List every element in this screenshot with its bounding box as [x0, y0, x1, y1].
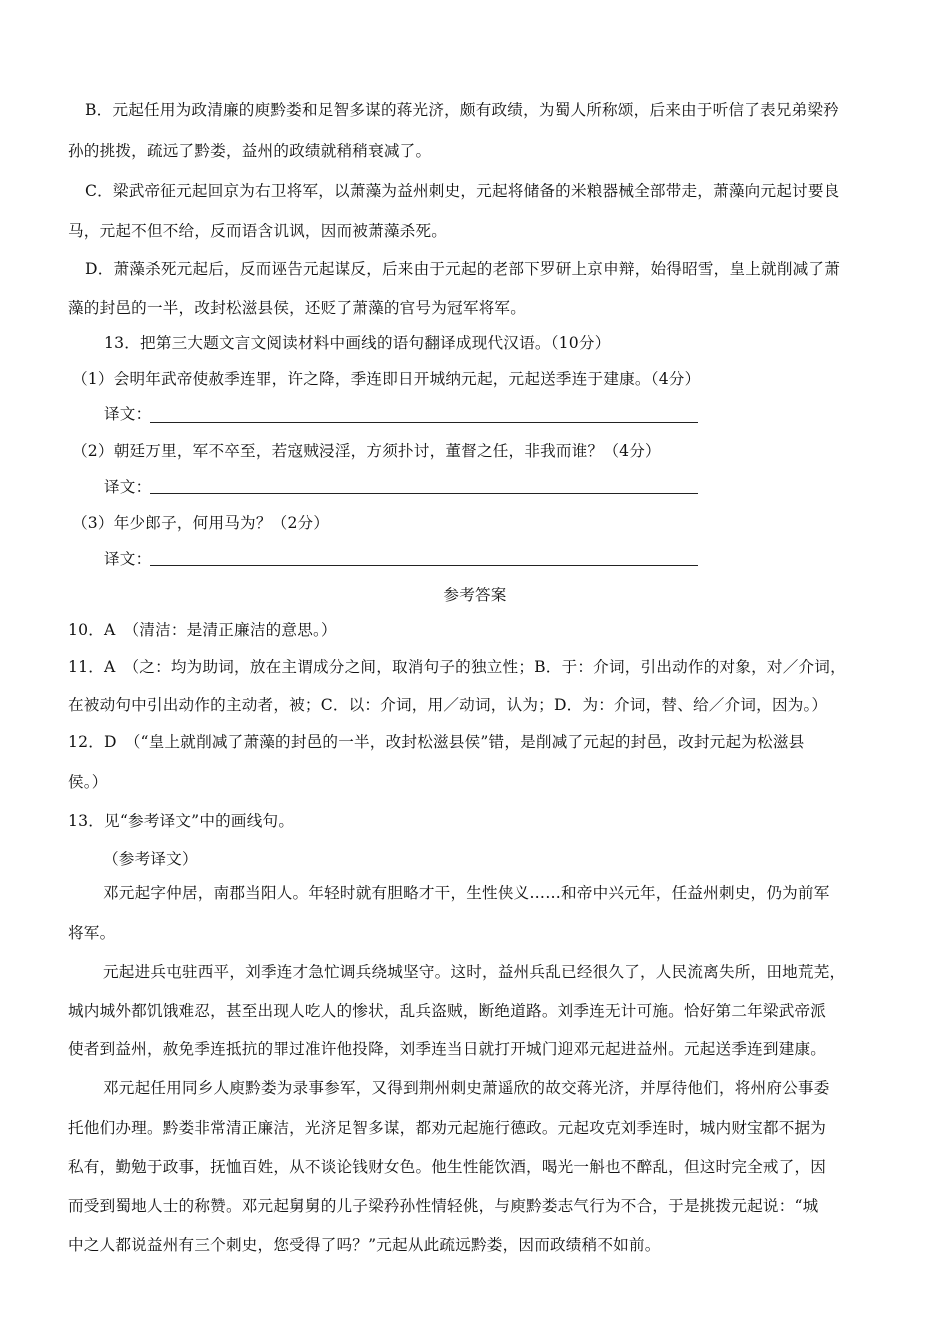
translation-p2-line-1: 元起进兵屯驻西平，刘季连才急忙调兵绕城坚守。这时，益州兵乱已经很久了，人民流离失所，田地荒芜， [103, 963, 846, 981]
translation-heading: （参考译文） [103, 850, 198, 868]
answer-12-line-2: 侯。） [68, 773, 108, 791]
answer-11-line-2: 在被动句中引出动作的主动者，被；C．以：介词，用／动词，认为；D．为：介词，替、给／介词，因为。） [68, 696, 828, 714]
q13-item-2-answer-line[interactable] [150, 493, 698, 494]
translation-p3-line-3: 私有，勤勉于政事，抚恤百姓，从不谈论钱财女色。他生性能饮酒，喝光一斛也不醉乱，但这时完全戒了，因 [68, 1158, 827, 1176]
q13-item-3-answer-line[interactable] [150, 565, 698, 566]
option-c-line-1: C．梁武帝征元起回京为右卫将军，以萧藻为益州刺史，元起将储备的米粮器械全部带走，萧藻向元起讨要良 [85, 182, 840, 200]
answers-heading: 参考答案 [443, 586, 507, 604]
q13-item-3-label: 译文： [104, 550, 152, 568]
answer-10: 10．A （清洁：是清正廉洁的意思。） [68, 621, 337, 639]
answer-13: 13．见“参考译文”中的画线句。 [68, 812, 295, 830]
option-d-line-1: D．萧藻杀死元起后，反而诬告元起谋反，后来由于元起的老部下罗研上京申辩，始得昭雪，皇上就削减了萧 [85, 260, 841, 278]
translation-p3-line-4: 而受到蜀地人士的称赞。邓元起舅舅的儿子梁矜孙性情轻佻，与庾黔娄志气行为不合，于是挑拨元起说：“城 [68, 1197, 819, 1215]
option-b-line-1: B．元起任用为政清廉的庾黔娄和足智多谋的蒋光济，颇有政绩，为蜀人所称颂，后来由于听信了表兄弟梁矜 [85, 101, 839, 119]
q13-item-1-answer-line[interactable] [150, 422, 698, 423]
translation-p1-line-2: 将军。 [68, 924, 116, 942]
option-b-line-2: 孙的挑拨，疏远了黔娄，益州的政绩就稍稍衰减了。 [68, 142, 432, 160]
translation-p3-line-1: 邓元起任用同乡人庾黔娄为录事参军，又得到荆州刺史萧遥欣的故交蒋光济，并厚待他们，将州府公事委 [103, 1079, 830, 1097]
translation-p1-line-1: 邓元起字仲居，南郡当阳人。年轻时就有胆略才干，生性侠义……和帝中兴元年，任益州刺史，仍为前军 [103, 884, 830, 902]
translation-p2-line-3: 使者到益州，赦免季连抵抗的罪过准许他投降，刘季连当日就打开城门迎邓元起进益州。元起送季连到建康。 [68, 1040, 827, 1058]
q13-item-2-label: 译文： [104, 478, 152, 496]
answer-12-line-1: 12．D （“皇上就削减了萧藻的封邑的一半，改封松滋县侯”错，是削减了元起的封邑，改封元起为松滋县 [68, 733, 805, 751]
question-13-prompt: 13．把第三大题文言文阅读材料中画线的语句翻译成现代汉语。（10分） [104, 334, 611, 352]
q13-item-1: （1）会明年武帝使赦季连罪，许之降，季连即日开城纳元起，元起送季连于建康。（4分） [72, 370, 701, 388]
option-c-line-2: 马，元起不但不给，反而语含讥讽，因而被萧藻杀死。 [68, 222, 448, 240]
q13-item-2: （2）朝廷万里，军不卒至，若寇贼浸淫，方须扑讨，董督之任，非我而谁？（4分） [72, 442, 661, 460]
q13-item-3: （3）年少郎子，何用马为？（2分） [72, 514, 330, 532]
translation-p2-line-2: 城内城外都饥饿难忍，甚至出现人吃人的惨状，乱兵盗贼，断绝道路。刘季连无计可施。恰好第二年梁武帝派 [68, 1002, 827, 1020]
option-d-line-2: 藻的封邑的一半，改封松滋县侯，还贬了萧藻的官号为冠军将军。 [68, 299, 527, 317]
answer-11-line-1: 11．A （之：均为助词，放在主谓成分之间，取消句子的独立性；B．于：介词，引出动作的对象，对／介词， [68, 658, 846, 676]
q13-item-1-label: 译文： [104, 405, 152, 423]
translation-p3-line-5: 中之人都说益州有三个刺史，您受得了吗？”元起从此疏远黔娄，因而政绩稍不如前。 [68, 1236, 661, 1254]
translation-p3-line-2: 托他们办理。黔娄非常清正廉洁，光济足智多谋，都劝元起施行德政。元起攻克刘季连时，城内财宝都不据为 [68, 1119, 827, 1137]
